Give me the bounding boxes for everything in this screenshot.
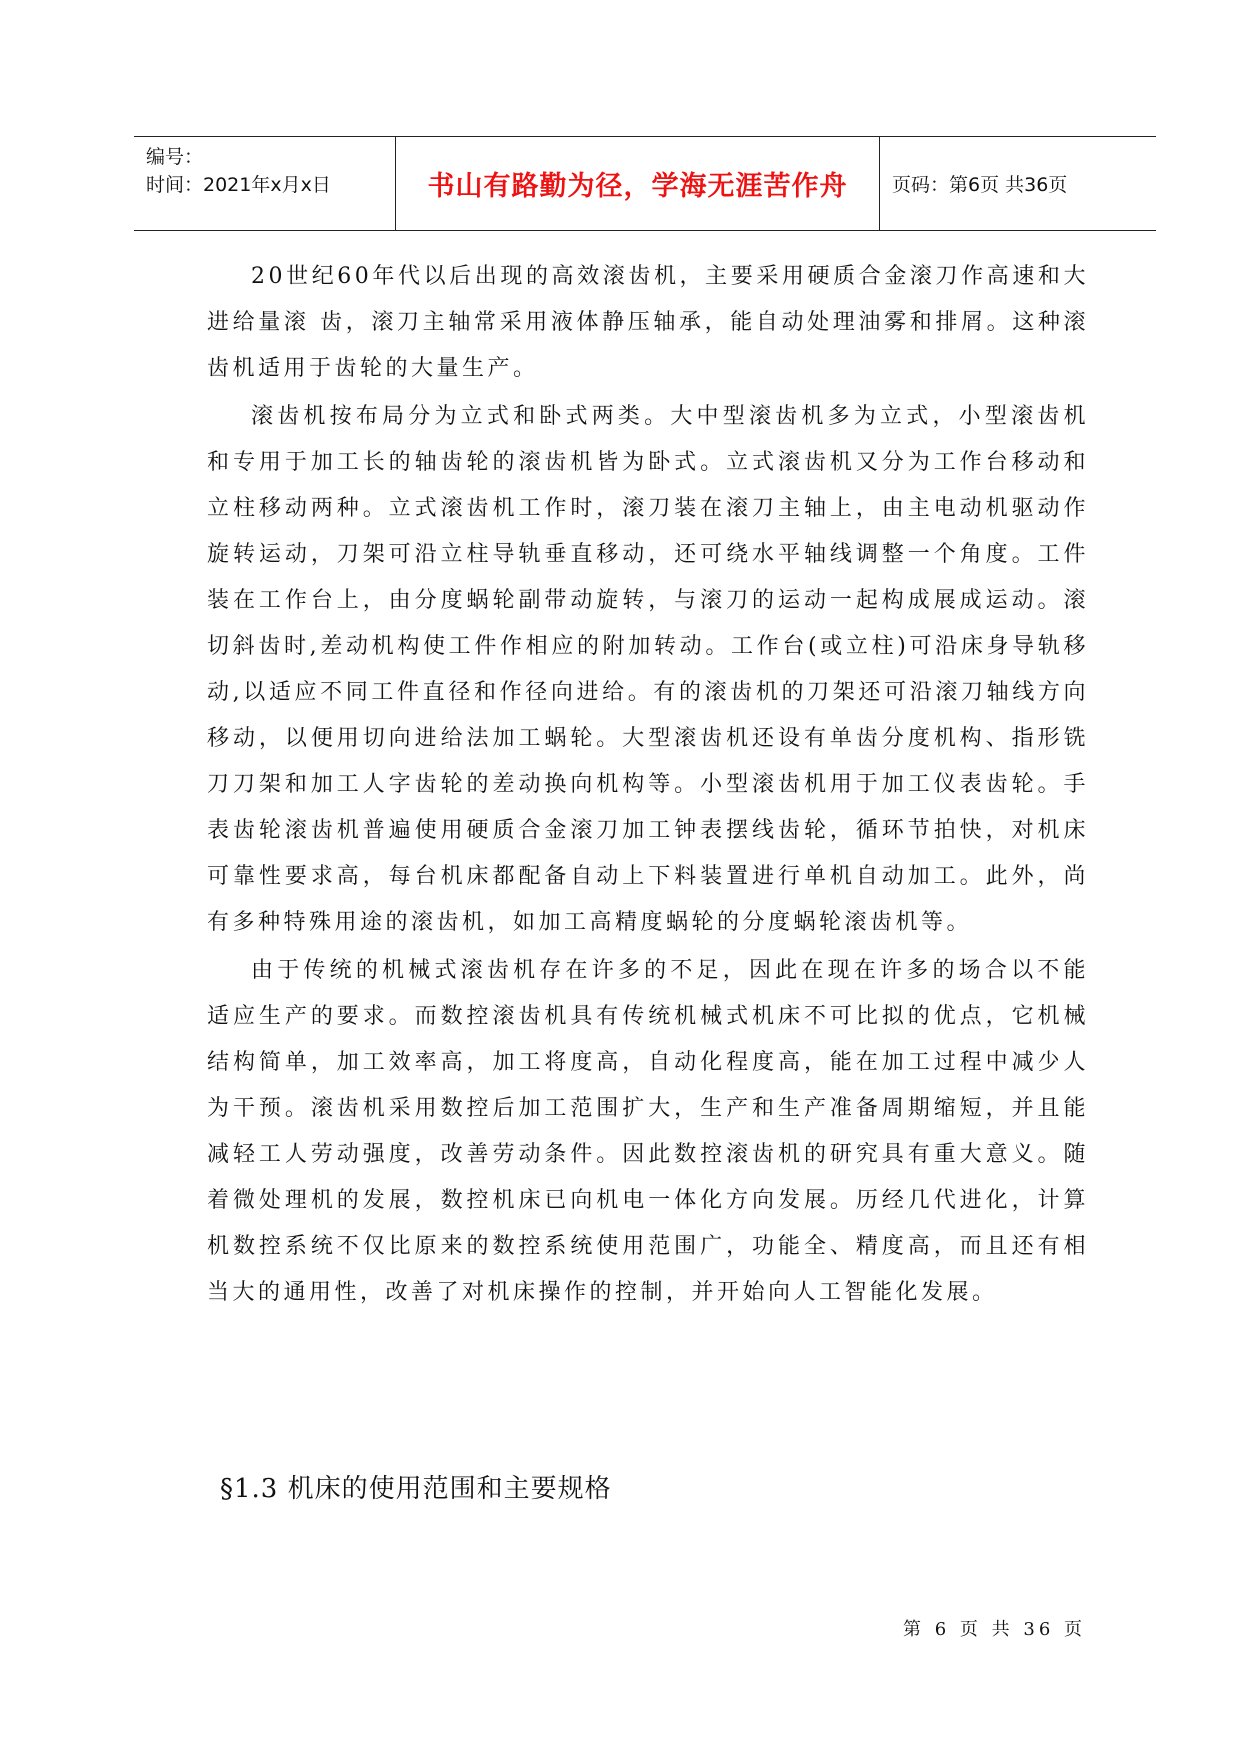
header-meta-cell [134,137,396,230]
date-label: 时间：2021年x月x日 [146,174,331,196]
header-page-cell [880,137,1156,230]
paragraph: 由于传统的机械式滚齿机存在许多的不足，因此在现在许多的场合以不能适应生产的要求。而数控滚齿机具有传统机械式机床不可比拟的优点，它机械结构简单，加工效率高，加工将度高，自动化程度高，能在加工过程中减少人为干预。滚齿机采用数控后加工范围扩大，生产和生产准备周期缩短，并且能减轻工人劳动强度，改善劳动条件。因此数控滚齿机的研究具有重大意义。随着微处理机的发展，数控机床已向机电一体化方向发展。历经几代进化，计算机数控系统不仅比原来的数控系统使用范围广，功能全、精度高，而且还有相当大的通用性，改善了对机床操作的控制，并开始向人工智能化发展。 [207,958,1089,1305]
serial-number-label: 编号： [146,146,204,168]
page-footer: 第 6 页 共 36 页 [903,1619,1086,1640]
header-page-label: 页码：第6页 共36页 [892,174,1068,196]
document-body [207,254,1089,1318]
document-header [134,136,1156,231]
header-motto-cell [396,137,880,230]
paragraph: 20世纪60年代以后出现的高效滚齿机，主要采用硬质合金滚刀作高速和大进给量滚 齿，滚刀主轴常采用液体静压轴承，能自动处理油雾和排屑。这种滚齿机适用于齿轮的大量生产。 [207,264,1089,381]
section-heading: §1.3 机床的使用范围和主要规格 [220,1474,612,1504]
paragraph: 滚齿机按布局分为立式和卧式两类。大中型滚齿机多为立式，小型滚齿机和专用于加工长的轴齿轮的滚齿机皆为卧式。立式滚齿机又分为工作台移动和立柱移动两种。立式滚齿机工作时，滚刀装在滚刀主轴上，由主电动机驱动作旋转运动，刀架可沿立柱导轨垂直移动，还可绕水平轴线调整一个角度。工件装在工作台上，由分度蜗轮副带动旋转，与滚刀的运动一起构成展成运动。滚切斜齿时,差动机构使工件作相应的附加转动。工作台(或立柱)可沿床身导轨移动,以适应不同工件直径和作径向进给。有的滚齿机的刀架还可沿滚刀轴线方向移动，以便用切向进给法加工蜗轮。大型滚齿机还设有单齿分度机构、指形铣刀刀架和加工人字齿轮的差动换向机构等。小型滚齿机用于加工仪表齿轮。手表齿轮滚齿机普遍使用硬质合金滚刀加工钟表摆线齿轮，循环节拍快，对机床可靠性要求高，每台机床都配备自动上下料装置进行单机自动加工。此外，尚有多种特殊用途的滚齿机，如加工高精度蜗轮的分度蜗轮滚齿机等。 [207,404,1089,935]
header-motto: 书山有路勤为径，学海无涯苦作舟 [427,171,848,202]
